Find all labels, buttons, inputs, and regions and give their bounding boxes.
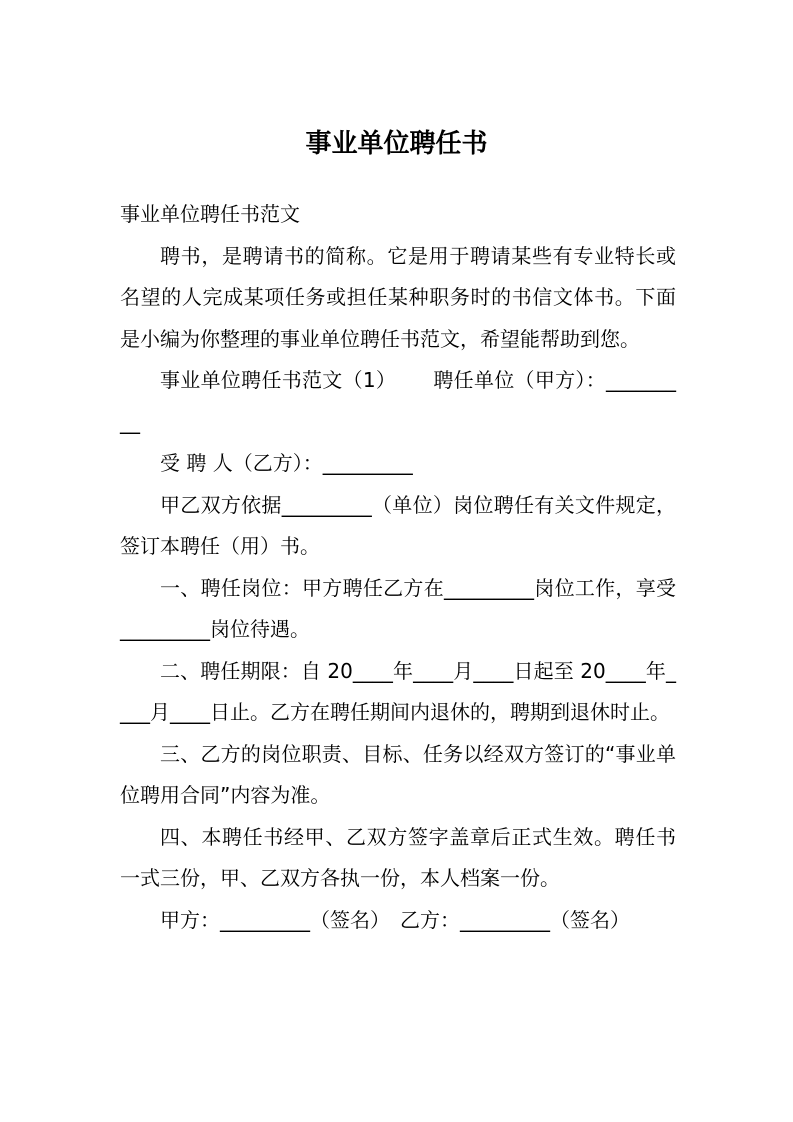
basis-paragraph: 甲乙双方依据_________（单位）岗位聘任有关文件规定，签订本聘任（用）书。	[120, 492, 676, 558]
signature-line: 甲方：_________（签名） 乙方：_________（签名）	[160, 907, 630, 932]
clause-effect: 四、本聘任书经甲、乙双方签字盖章后正式生效。聘任书一式三份，甲、乙双方各执一份，本人档案一份。	[120, 824, 676, 890]
clause-duties: 三、乙方的岗位职责、目标、任务以经双方签订的“事业单位聘用合同”内容为准。	[120, 741, 676, 807]
document-body	[120, 194, 676, 941]
intro-paragraph: 聘书，是聘请书的简称。它是用于聘请某些有专业特长或名望的人完成某项任务或担任某种职务时的书信文体书。下面是小编为你整理的事业单位聘任书范文，希望能帮助到您。	[120, 243, 676, 351]
clause-term: 二、聘任期限：自 20____年____月____日起至 20____年____月____日止。乙方在聘任期间内退休的，聘期到退休时止。	[120, 658, 676, 724]
clause-position: 一、聘任岗位：甲方聘任乙方在_________岗位工作，享受_________岗位待遇。	[120, 575, 676, 641]
document-subtitle: 事业单位聘任书范文	[120, 202, 300, 226]
employer-line: 事业单位聘任书范文（1） 聘任单位（甲方）：_________	[120, 368, 676, 434]
employee-line: 受 聘 人（乙方）：_________	[160, 451, 413, 475]
document-title: 事业单位聘任书	[305, 129, 488, 159]
